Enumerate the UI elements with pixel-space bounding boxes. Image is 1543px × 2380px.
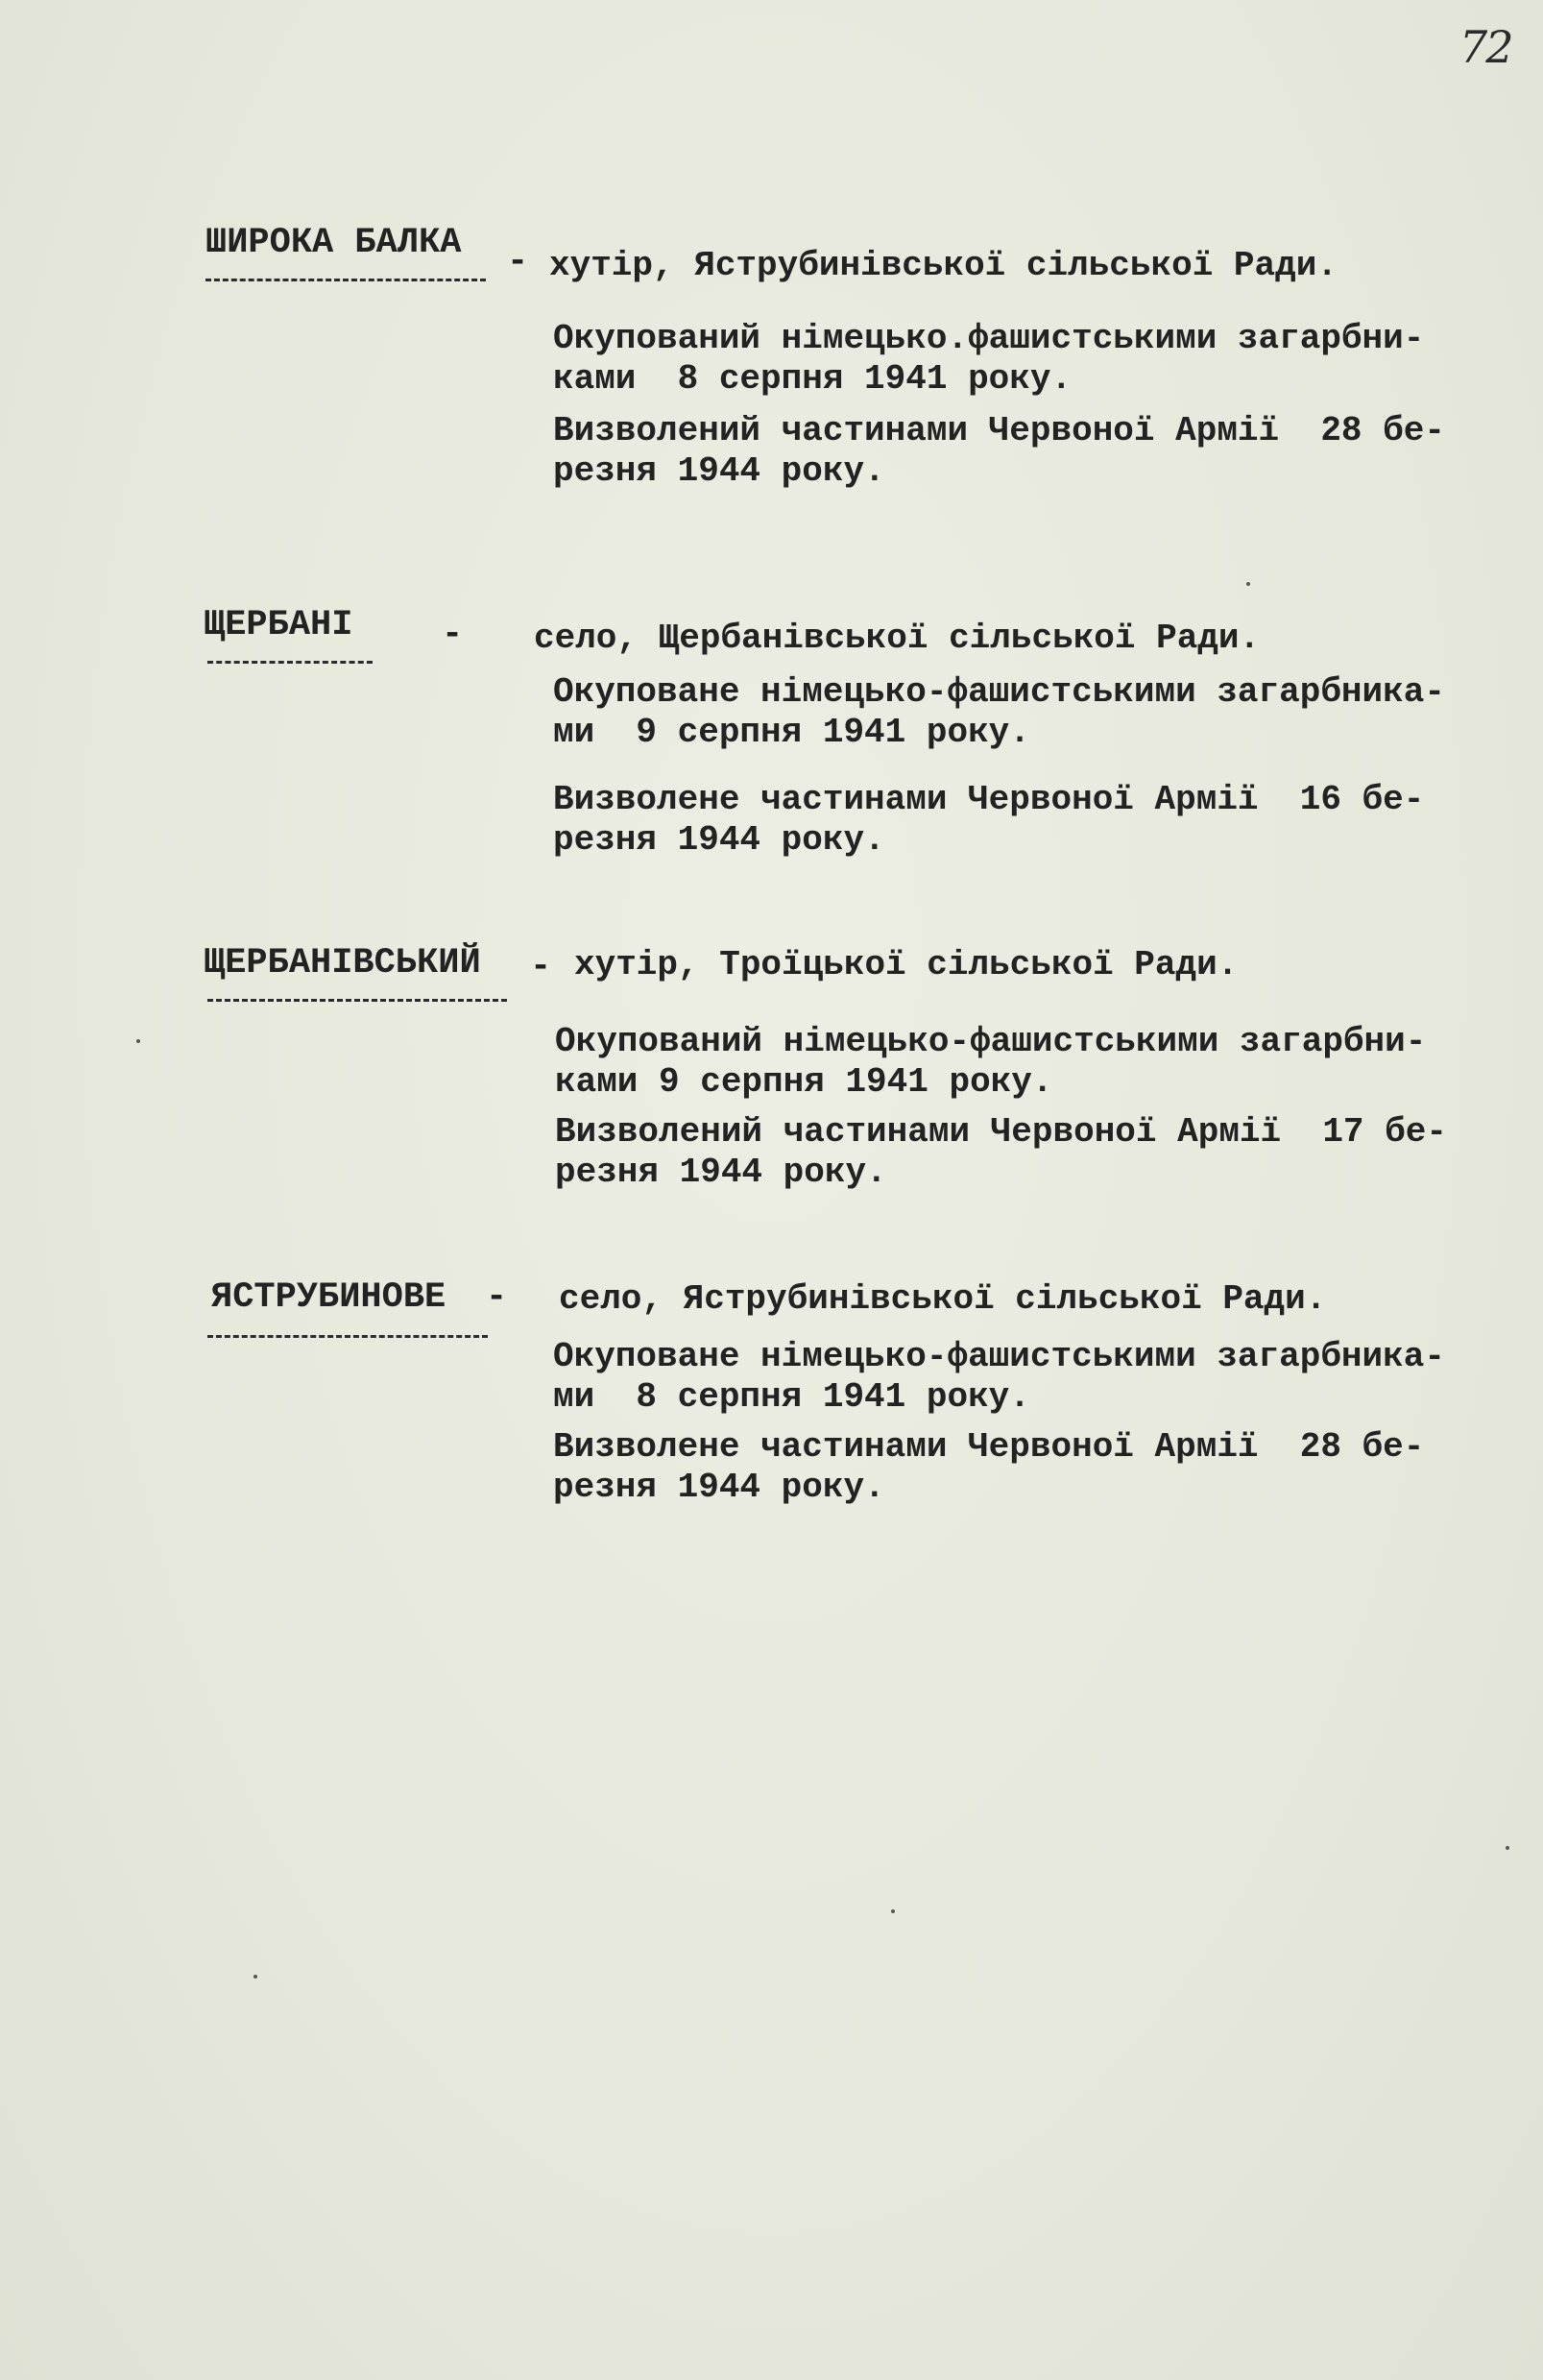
entry-term: ЯСТРУБИНОВЕ xyxy=(211,1277,446,1318)
entry-definition: хутір, Яструбинівської сільської Ради. xyxy=(549,246,1338,285)
liberation-text: Визволене частинами Червоної Армії 16 бе- резня 1944 року. xyxy=(553,780,1425,860)
entry-dash: - xyxy=(486,1277,508,1318)
occupation-text: Окуповане німецько-фашистськими загарбника- ми 8 серпня 1941 року. xyxy=(553,1337,1445,1417)
term-underline xyxy=(207,999,507,1002)
entry-term: ЩЕРБАНІВСЬКИЙ xyxy=(204,943,481,984)
occupation-text: Окуповане німецько-фашистськими загарбника- ми 9 серпня 1941 року. xyxy=(553,672,1445,752)
entry-term: ЩЕРБАНІ xyxy=(204,605,353,645)
entry-definition: село, Щербанівської сільської Ради. xyxy=(534,619,1261,658)
occupation-text: Окупований німецько.фашистськими загарбни- ками 8 серпня 1941 року. xyxy=(553,319,1425,399)
entry-dash: - xyxy=(442,615,464,655)
occupation-text: Окупований німецько-фашистськими загарбни- ками 9 серпня 1941 року. xyxy=(555,1022,1427,1102)
paper-speck xyxy=(1246,582,1250,586)
entry-definition: село, Яструбинівської сільської Ради. xyxy=(559,1279,1327,1319)
entry-dash: - xyxy=(530,947,552,987)
liberation-text: Визволений частинами Червоної Армії 17 бе- резня 1944 року. xyxy=(555,1112,1447,1192)
liberation-text: Визволений частинами Червоної Армії 28 бе- резня 1944 року. xyxy=(553,411,1445,491)
term-underline xyxy=(207,1335,488,1338)
page-number: 72 xyxy=(1459,21,1512,73)
paper-speck xyxy=(891,1909,895,1913)
paper-speck xyxy=(253,1975,257,1979)
term-underline xyxy=(207,661,373,664)
liberation-text: Визволене частинами Червоної Армії 28 бе- резня 1944 року. xyxy=(553,1427,1425,1507)
entry-definition: хутір, Троїцької сільської Ради. xyxy=(574,945,1239,984)
entry-dash: - xyxy=(507,242,529,282)
paper-speck xyxy=(136,1039,140,1043)
entry-term: ШИРОКА БАЛКА xyxy=(205,223,462,263)
term-underline xyxy=(205,279,486,281)
paper-speck xyxy=(1506,1846,1509,1850)
